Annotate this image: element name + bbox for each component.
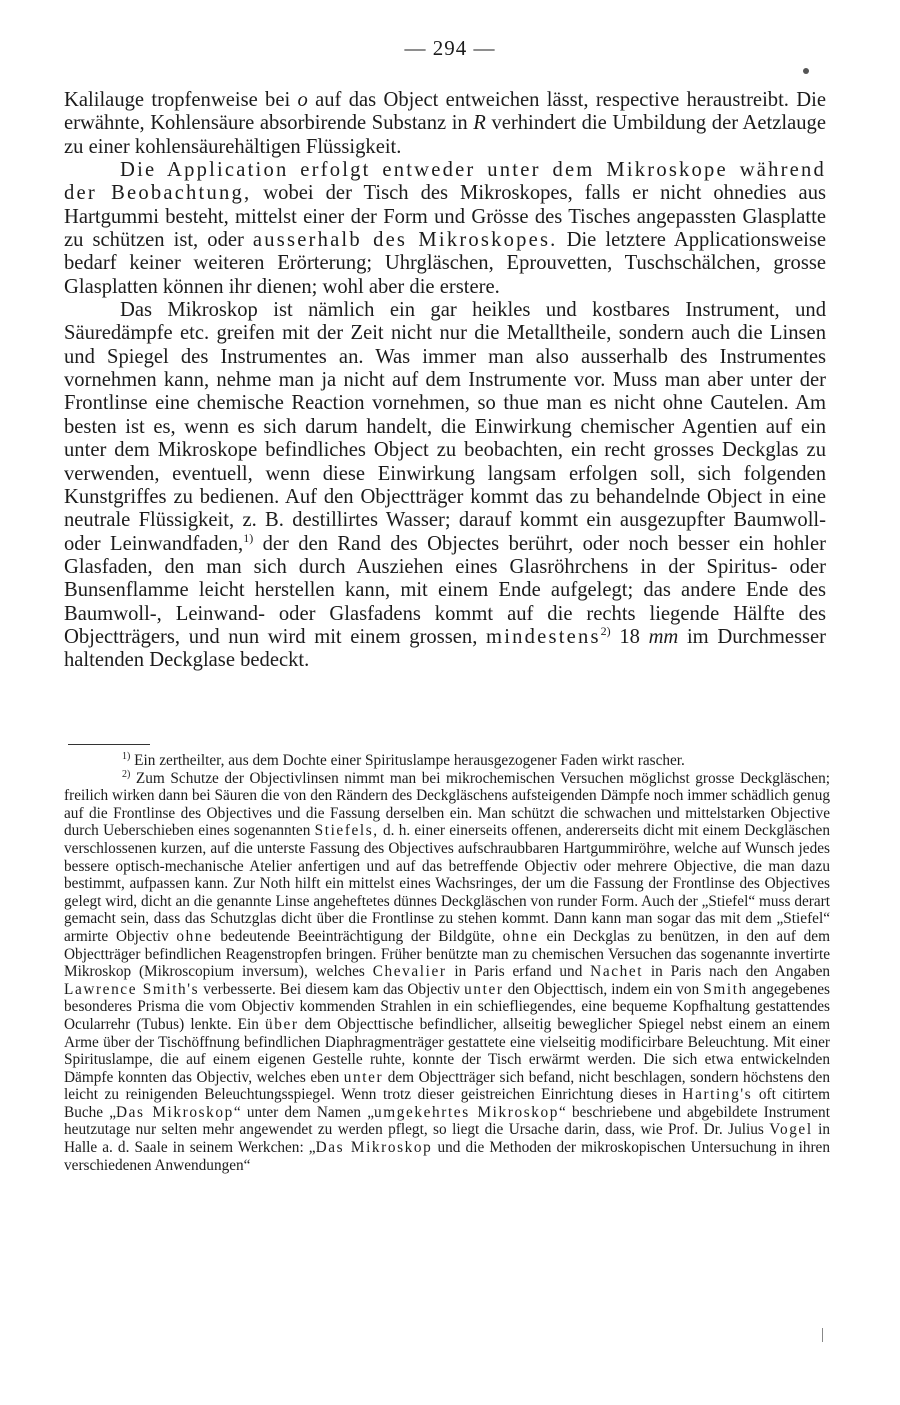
text-run: d. h. einer einerseits offenen, andererseits dicht mit einem Deckgläschen verschlossenen kurzen, auf die unterste Fassung des Objectives aufschraubbaren Hartgummiröhre, welche auf Wunsch jedes bessere optisch-mechanische Atelier anfertigen und auf das betreffende Objectiv oder mehrere Objective, die man dazu bestimmt, aufpassen kann. Zur Noth hilft ein mittelst eines Wachsringes, der um die Fassung der Frontlinse des Objectives gelegt wird, dicht an die genannte Linse angeheftetes dünnes Deckgläschen von runder Form. Auch der „Stiefel“ muss derart gemacht sein, dass das Schutzglas dicht über die Frontlinse zu stehen kommt. Dann kann man sogar das mit dem „Stiefel“ armirte Objectiv [64, 822, 830, 945]
spaced-text: Vogel [769, 1121, 813, 1139]
spaced-text: unter [464, 980, 504, 998]
text-run: 18 [610, 625, 649, 648]
text-run: bedeutende Beeinträchtigung der Bildgüte, [212, 927, 503, 945]
text-run: Zum Schutze der Objectivlinsen nimmt man bei mikrochemischen Versuchen möglichst grosse Deckgläschen; freilich wirken dann bei Säuren die von den Rändern des Deckgläschens aufsteigenden Dämpfe noch immer schädlich genug auf die Frontlinse des Objectives und die Fassung derselben ein. Man schützt die schwachen und mittelstarken Objective durch Ueberschieben eines sogenannten [64, 769, 830, 840]
paragraph-2 [64, 159, 826, 299]
text-run: in Paris erfand und [446, 963, 591, 981]
text-run: “ beschriebene und abgebildete Instrument heutzutage nur selten mehr angewendet zu werden pflegt, so liegt die Ursache darin, dass, wie Prof. Dr. Julius [64, 1103, 830, 1139]
text-run: verhindert die Umbildung der Aetzlauge zu einer kohlensäurehältigen Flüssigkeit. [64, 112, 826, 158]
text-run: verbesserte. Bei diesem kam das Objectiv [199, 980, 465, 998]
paragraph-1 [64, 89, 826, 159]
paragraph-3 [64, 299, 826, 673]
text-run: dem Objecttische befindlicher, allseitig beweglicher Spiegel nebst einem an einem Arme über der Tischöffnung befindlichen Diaphragmenträger gestattete eine vielseitig modificirbare Beleuchtung. Mit einer Spirituslampe, die auf einem eigenen Gestelle ruhte, konnte der Tisch erwärmt werden. Die sich etwa entwickelnden Dämpfe konnten das Objectiv, welches eben [64, 1015, 830, 1086]
text-run: angegebenes besonderes Prisma die vom Objectiv kommenden Strahlen in ein schiefliegendes, eine bequeme Kopfhaltung gestattendes Ocularrehr (Tubus) lenkte. Ein [64, 980, 830, 1033]
unit-mm: mm [648, 625, 679, 648]
text-run: Ein zertheilter, aus dem Dochte einer Spirituslampe herausgezogener Faden wirkt rascher. [130, 752, 685, 769]
main-text [64, 89, 826, 673]
text-run: und die Methoden der mikroskopischen Untersuchung in ihren verschiedenen Anwendungen“ [64, 1139, 830, 1174]
spaced-text: über [264, 1015, 299, 1033]
spaced-text: ohne [176, 927, 213, 945]
spaced-text: ohne [502, 927, 539, 945]
text-run: “ unter dem Namen „ [233, 1103, 374, 1121]
symbol-r: R [473, 112, 486, 135]
text-run: den Objecttisch, indem ein von [503, 980, 704, 998]
text-run: in Halle a. d. Saale in seinem Werkchen: „ [64, 1121, 830, 1157]
text-run: dem Objectträger sich befand, nicht beschlagen, sondern höchstens den leicht zu reinigenden Beleuchtungsspiegel. Wenn trotz dieser geistreichen Einrichtung dieses in [64, 1068, 830, 1104]
page-number: — 294 — [404, 36, 496, 60]
spaced-text: Lawrence Smith's [64, 980, 200, 998]
text-run: der den Rand des Objectes berührt, oder noch besser ein hohler Glasfaden, den man sich durch Ausziehen eines Glasröhrchens in der Spiritus- oder Bunsenflamme leicht herstellen kann, mit einem Ende aufgelegt; das andere Ende des Baumwoll-, Leinwand- oder Glasfadens kommt auf die rechts liegende Hälfte des Objectträgers, und nun wird mit einem grossen, [64, 532, 827, 648]
spaced-text: Nachet [590, 963, 644, 981]
spaced-text: Chevalier [372, 963, 447, 981]
footnote-2 [64, 770, 830, 1175]
footnote-marker: 2) [122, 768, 131, 780]
footnote-separator [68, 744, 150, 745]
print-speck [803, 68, 809, 74]
text-run: auf das Object entweichen lässt, respective heraustreibt. Die erwähnte, Kohlensäure absorbirende Substanz in [64, 89, 826, 135]
spaced-text: Die Application erfolgt entweder unter dem Mikroskope während der Beobachtung, [64, 159, 826, 205]
symbol-o: o [297, 89, 308, 111]
spaced-text: unter [343, 1068, 384, 1086]
text-run: Kalilauge tropfenweise bei [64, 89, 298, 111]
spaced-text: Harting's [682, 1086, 753, 1104]
footnote-marker: 1) [122, 750, 131, 762]
text-run: wobei der Tisch des Mikroskopes, falls er nicht ohnedies aus Hartgummi besteht, mittelst einer der Form und Grösse des Tisches angepassten Glasplatte zu schützen ist, oder [64, 182, 827, 252]
print-mark [822, 1328, 823, 1342]
text-run: im Durchmesser haltenden Deckglase bedeckt. [64, 625, 826, 672]
text-run: Die letztere Applicationsweise bedarf keiner weiteren Erörterung; Uhrgläschen, Eprouvetten, Tuschschälchen, grosse Glasplatten können ihr dienen; wohl aber die erstere. [64, 229, 827, 298]
footnote-1 [64, 752, 830, 770]
footnotes [64, 752, 830, 1174]
footnote-ref-1: 1) [243, 530, 254, 545]
spaced-text: Das Mikroskop [315, 1139, 433, 1157]
text-run: Das Mikroskop ist nämlich ein gar heikles und kostbares Instrument, und Säuredämpfe etc. greifen mit der Zeit nicht nur die Metalltheile, sondern auch die Linsen und Spiegel des Instrumentes an. Was immer man also ausserhalb des Instrumentes vornehmen kann, nehme man ja nicht auf dem Instrumente vor. Muss man aber unter der Frontlinse eine chemische Reaction vornehmen, so thue man es nicht ohne Cautelen. Am besten ist es, wenn es sich darum handelt, die Einwirkung chemischer Agentien auf ein unter dem Mikroskope befindliches Object zu beobachten, ein recht grosses Deckglas zu verwenden, eventuell, wenn diese Einwirkung langsam erfolgen soll, sich folgenden Kunstgriffes zu bedienen. Auf den Objectträger kommt das zu behandelnde Object in eine neutrale Flüssigkeit, z. B. destillirtes Wasser; darauf kommt ein ausgezupfter Baumwoll- oder Leinwandfaden, [64, 299, 826, 555]
text-run: ein Deckglas zu benützen, in den auf dem Objectträger befindlichen Reagenstropfen bringen. Früher benützte man zu chemischen Versuchen das sogenannte invertirte Mikroskop (Mikroscopium inversum), welches [64, 927, 830, 981]
spaced-text: Das Mikroskop [116, 1103, 234, 1121]
spaced-text: Smith [703, 980, 748, 998]
spaced-text: umgekehrtes Mikroskop [373, 1103, 560, 1121]
spaced-text: ausserhalb des Mikroskopes. [252, 229, 558, 252]
text-run: oft citirtem Buche „ [64, 1086, 830, 1121]
text-run: in Paris nach den Angaben [643, 963, 831, 981]
spaced-text: mindestens [486, 625, 601, 648]
spaced-text: Stiefels, [314, 822, 379, 840]
footnote-ref-2: 2) [600, 624, 611, 639]
